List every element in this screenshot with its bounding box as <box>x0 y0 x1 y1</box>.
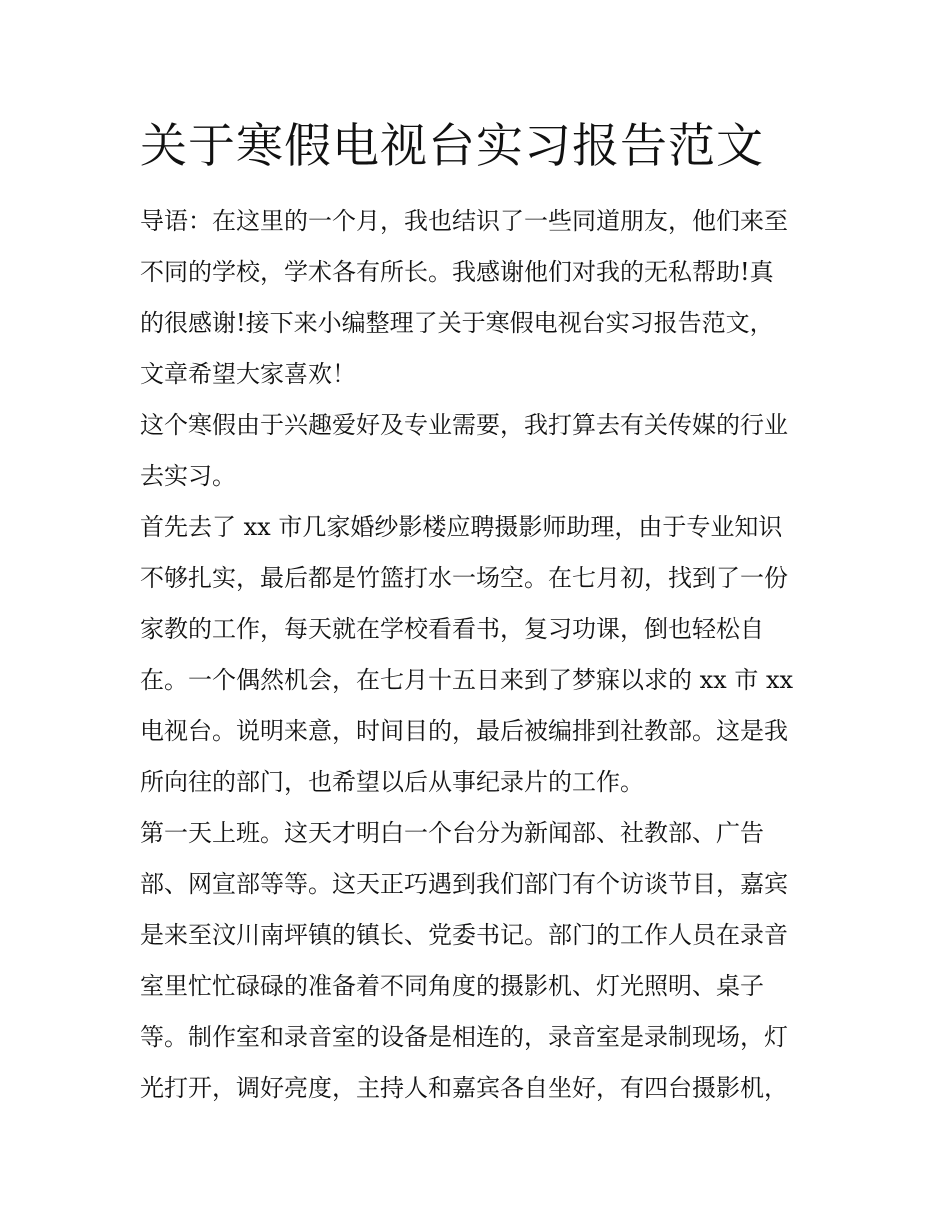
text-line: 光打开，调好亮度，主持人和嘉宾各自坐好，有四台摄影机， <box>140 1074 788 1102</box>
document-body <box>140 196 820 1114</box>
text-line: 第一天上班。这天才明白一个台分为新闻部、社教部、广告 <box>140 819 764 847</box>
text-line: 电视台。说明来意，时间目的，最后被编排到社教部。这是我 <box>140 717 788 745</box>
text-line: 等。制作室和录音室的设备是相连的，录音室是录制现场，灯 <box>140 1023 788 1051</box>
text-line: 的很感谢!接下来小编整理了关于寒假电视台实习报告范文， <box>140 309 774 337</box>
document-title: 关于寒假电视台实习报告范文 <box>140 119 764 174</box>
paragraph-intro <box>140 196 820 400</box>
text-line: 首先去了 xx 市几家婚纱影楼应聘摄影师助理，由于专业知识 <box>140 513 783 541</box>
text-line: 导语：在这里的一个月，我也结识了一些同道朋友，他们来至 <box>140 207 788 235</box>
paragraph-first-day <box>140 808 820 1114</box>
text-line: 这个寒假由于兴趣爱好及专业需要，我打算去有关传媒的行业 <box>140 411 788 439</box>
text-line: 所向往的部门，也希望以后从事纪录片的工作。 <box>140 768 644 796</box>
text-line: 是来至汶川南坪镇的镇长、党委书记。部门的工作人员在录音 <box>140 921 788 949</box>
text-line: 室里忙忙碌碌的准备着不同角度的摄影机、灯光照明、桌子 <box>140 972 764 1000</box>
text-line: 去实习。 <box>140 462 236 490</box>
text-line: 不够扎实，最后都是竹篮打水一场空。在七月初，找到了一份 <box>140 564 788 592</box>
text-line: 部、网宣部等等。这天正巧遇到我们部门有个访谈节目，嘉宾 <box>140 870 788 898</box>
text-line: 家教的工作，每天就在学校看看书，复习功课，倒也轻松自 <box>140 615 764 643</box>
text-line: 不同的学校，学术各有所长。我感谢他们对我的无私帮助!真 <box>140 258 774 286</box>
text-line: 在。一个偶然机会，在七月十五日来到了梦寐以求的 xx 市 xx <box>140 666 794 694</box>
paragraph-job-search <box>140 502 820 808</box>
paragraph-motivation <box>140 400 820 502</box>
text-line: 文章希望大家喜欢！ <box>140 360 356 388</box>
